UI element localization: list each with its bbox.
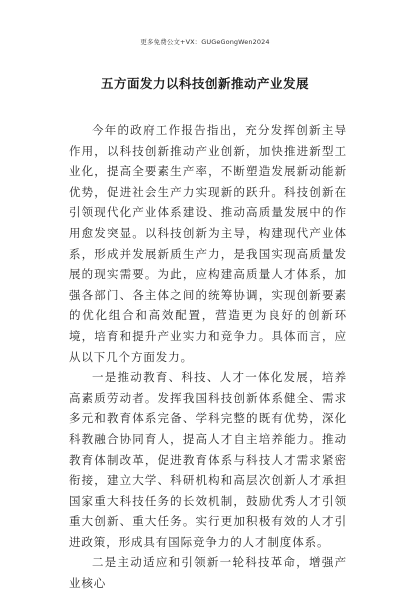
document-body — [69, 120, 347, 594]
header-note: 更多免费公文+VX：GUGeGongWen2024 — [140, 38, 270, 46]
paragraph-intro: 今年的政府工作报告指出，充分发挥创新主导作用，以科技创新推动产业创新，加快推进新型工业化，提高全要素生产率，不断塑造发展新动能新优势，促进社会生产力实现新的跃升。科技创新在引领现代化产业体系建设、推动高质量发展中的作用愈发突显。以科技创新为主导，构建现代产业体系，形成并发展新质生产力，是我国实现高质量发展的现实需要。为此，应构建高质量人才体系，加强各部门、各主体之间的统筹协调，实现创新要素的优化组合和高效配置，营造更为良好的创新环境，培育和提升产业实力和竞争力。具体而言，应从以下几个方面发力。 — [69, 123, 347, 364]
paragraph-point-two: 二是主动适应和引领新一轮科技革命，增强产业核心 — [69, 555, 347, 591]
paragraph-point-one: 一是推动教育、科技、人才一体化发展，培养高素质劳动者。发挥我国科技创新体系健全、需求多元和教育体系完备、学科完整的既有优势，深化科教融合协同育人，提高人才自主培养能力。推动教育体制改革，促进教育体系与科技人才需求紧密衔接，建立大学、科研机构和高层次创新人才承担国家重大科技任务的长效机制，鼓励优秀人才引领重大创新、重大任务。实行更加积极有效的人才引进政策，形成具有国际竞争力的人才制度体系。 — [69, 370, 347, 549]
document-title: 五方面发力以科技创新推动产业发展 — [100, 76, 309, 91]
